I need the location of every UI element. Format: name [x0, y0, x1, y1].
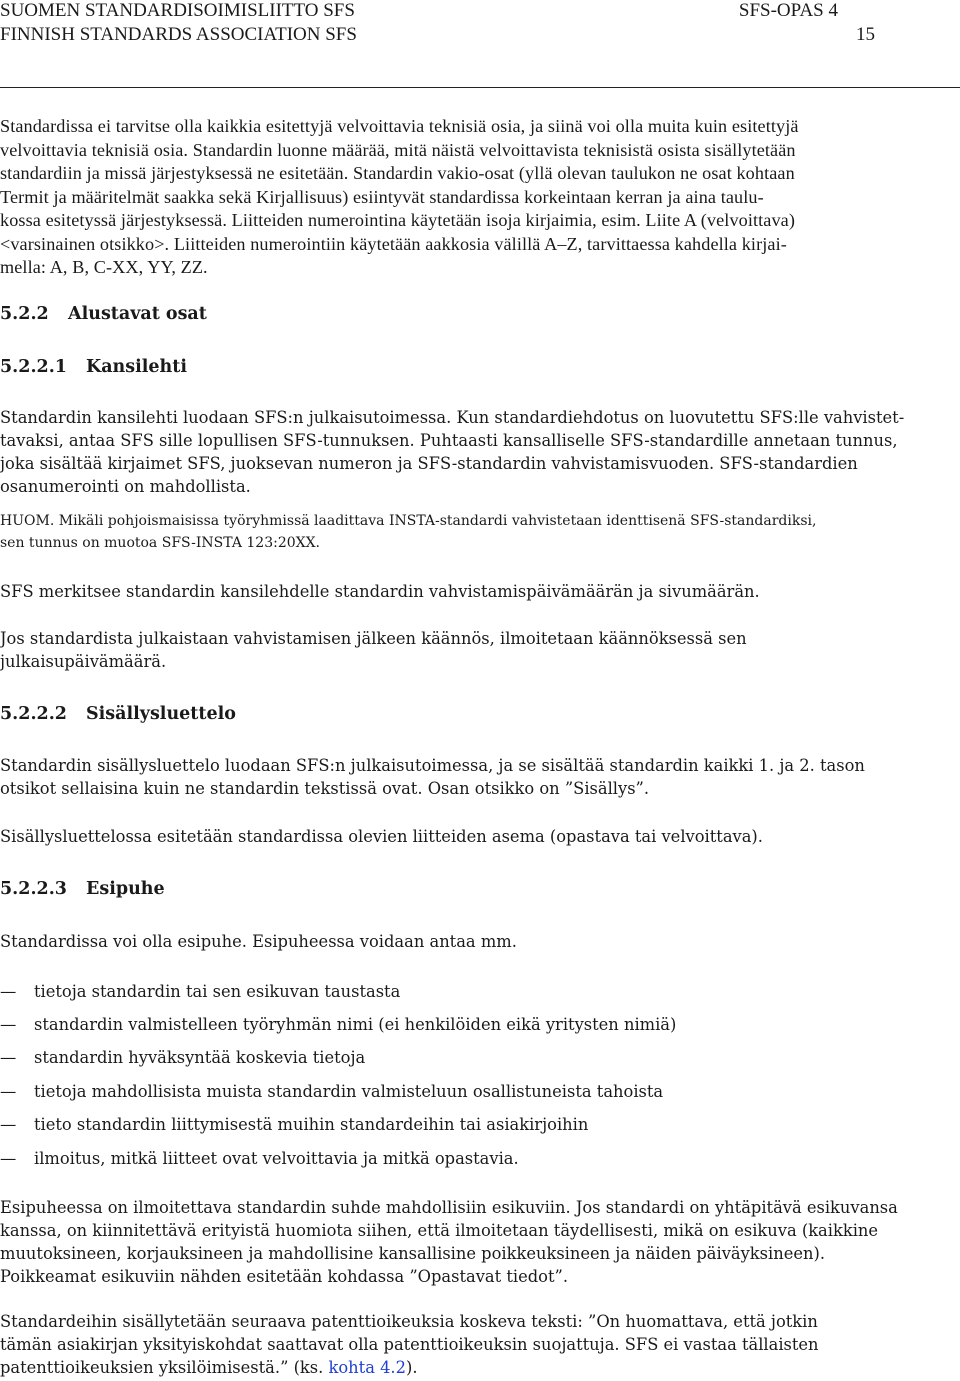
section-reference-link[interactable]: kohta 4.2: [328, 1358, 406, 1377]
section-number: 5.2.2: [0, 304, 49, 324]
list-item-text: tietoja mahdollisista muista standardin valmisteluun osallistuneista tahoista: [34, 1082, 664, 1101]
section-title: Sisällysluettelo: [86, 704, 236, 724]
sisallys-paragraph-1: [0, 754, 956, 800]
paragraph-line: otsikot sellaisina kuin ne standardin tekstissä ovat. Osan otsikko on ”Sisällys”.: [0, 779, 650, 798]
paragraph-line: julkaisupäivämäärä.: [0, 652, 167, 671]
kansilehti-paragraph-2: [0, 580, 956, 603]
paragraph-line: Poikkeamat esikuviin nähden esitetään kohdassa ”Opastavat tiedot”.: [0, 1267, 569, 1286]
esipuhe-paragraph-3: [0, 1310, 956, 1379]
header-rule: [0, 87, 960, 88]
list-item: [0, 1046, 365, 1070]
list-item: [0, 1013, 676, 1037]
paragraph-line: Standardin sisällysluettelo luodaan SFS:n julkaisutoimessa, ja se sisältää standardin kaikki 1. ja 2. tason: [0, 756, 865, 775]
paragraph-line: Sisällysluettelossa esitetään standardissa olevien liitteiden asema (opastava tai velvoittava).: [0, 827, 763, 846]
intro-line: mella: A, B, C-XX, YY, ZZ.: [0, 257, 208, 277]
dash-mark: —: [0, 982, 17, 1001]
intro-line: Termit ja määritelmät saakka sekä Kirjallisuus) esiintyvät standardissa korkeintaan kerran ja aina taulu-: [0, 186, 764, 207]
intro-paragraph: [0, 115, 956, 280]
paragraph-line: SFS merkitsee standardin kansilehdelle standardin vahvistamispäivämäärän ja sivumäärän.: [0, 582, 760, 601]
section-number: 5.2.2.3: [0, 879, 67, 899]
section-title: Alustavat osat: [68, 304, 207, 324]
list-item-text: standardin hyväksyntää koskevia tietoja: [34, 1048, 366, 1067]
section-title: Kansilehti: [86, 357, 188, 377]
intro-line: <varsinainen otsikko>. Liitteiden numerointiin käytetään aakkosia välillä A–Z, tarvittaessa kahdella kirjai-: [0, 233, 787, 254]
note-line: [0, 510, 956, 532]
section-heading-5-2-2-3: [0, 877, 165, 901]
dash-mark: —: [0, 1149, 17, 1168]
paragraph-line: muutoksineen, korjauksineen ja mahdollisine kansallisine poikkeuksineen ja näiden päiväyksineen).: [0, 1244, 825, 1263]
note-line: sen tunnus on muotoa SFS-INSTA 123:20XX.: [0, 535, 321, 551]
note-label: HUOM.: [0, 513, 55, 529]
paragraph-line: Esipuheessa on ilmoitettava standardin suhde mahdollisiin esikuviin. Jos standardi on yhtäpitävä esikuvansa: [0, 1198, 898, 1217]
paragraph-line: Standardeihin sisällytetään seuraava patenttioikeuksia koskeva teksti: ”On huomattava, että jotkin: [0, 1312, 818, 1331]
list-item: [0, 1080, 663, 1104]
paragraph-text: ).: [405, 1358, 418, 1377]
note-text: Mikäli pohjoismaisissa työryhmissä laadittava INSTA-standardi vahvistetaan identtisenä SFS-standardiksi,: [58, 513, 817, 529]
dash-mark: —: [0, 1048, 17, 1067]
section-heading-5-2-2: [0, 302, 207, 326]
intro-line: kossa esitetyssä järjestyksessä. Liitteiden numerointina käytetään isoja kirjaimia, esim. Liite A (velvoittava): [0, 210, 795, 230]
paragraph-line: Standardissa voi olla esipuhe. Esipuheessa voidaan antaa mm.: [0, 932, 517, 951]
dash-mark: —: [0, 1115, 17, 1134]
list-item-text: ilmoitus, mitkä liitteet ovat velvoittavia ja mitkä opastavia.: [34, 1149, 519, 1168]
section-heading-5-2-2-1: [0, 355, 187, 379]
dash-mark: —: [0, 1082, 17, 1101]
intro-line: Standardissa ei tarvitse olla kaikkia esitettyjä velvoittavia teknisiä osia, ja siinä voi olla muita kuin esitettyjä: [0, 116, 799, 136]
header-org-fi: SUOMEN STANDARDISOIMISLIITTO SFS: [0, 0, 355, 21]
list-item: [0, 1147, 519, 1171]
esipuhe-intro: [0, 930, 956, 953]
list-item-text: standardin valmistelleen työryhmän nimi (ei henkilöiden eikä yritysten nimiä): [34, 1015, 677, 1034]
header-page-number: 15: [856, 24, 875, 45]
paragraph-line: [0, 1356, 956, 1379]
paragraph-line: osanumerointi on mahdollista.: [0, 477, 251, 496]
kansilehti-paragraph-1: [0, 406, 956, 498]
header-org-en: FINNISH STANDARDS ASSOCIATION SFS: [0, 24, 357, 45]
section-number: 5.2.2.1: [0, 357, 67, 377]
paragraph-line: tämän asiakirjan yksityiskohdat saattavat olla patenttioikeuksin suojattuja. SFS ei vastaa tällaisten: [0, 1335, 819, 1354]
intro-line: standardiin ja missä järjestyksessä ne esitetään. Standardin vakio-osat (yllä olevan taulukon ne osat kohtaan: [0, 163, 795, 183]
intro-line: velvoittavia teknisiä osia. Standardin luonne määrää, mitä näistä velvoittavista teknisistä osista sisällytetään: [0, 139, 796, 160]
header-doc-id: SFS-OPAS 4: [738, 0, 838, 21]
section-heading-5-2-2-2: [0, 702, 236, 726]
list-item: [0, 980, 400, 1004]
list-item: [0, 1113, 588, 1137]
paragraph-line: Standardin kansilehti luodaan SFS:n julkaisutoimessa. Kun standardiehdotus on luovutettu SFS:lle vahvistet-: [0, 408, 905, 427]
kansilehti-paragraph-3: [0, 627, 956, 673]
paragraph-line: Jos standardista julkaistaan vahvistamisen jälkeen käännös, ilmoitetaan käännöksessä sen: [0, 629, 747, 648]
list-item-text: tieto standardin liittymisestä muihin standardeihin tai asiakirjoihin: [34, 1115, 589, 1134]
section-title: Esipuhe: [86, 879, 165, 899]
sisallys-paragraph-2: [0, 825, 956, 848]
dash-mark: —: [0, 1015, 17, 1034]
paragraph-text: patenttioikeuksien yksilöimisestä.” (ks.: [0, 1358, 329, 1377]
list-item-text: tietoja standardin tai sen esikuvan taustasta: [34, 982, 401, 1001]
paragraph-line: joka sisältää kirjaimet SFS, juoksevan numeron ja SFS-standardin vahvistamisvuoden. SFS-standardien: [0, 454, 858, 473]
note-block: [0, 510, 956, 554]
esipuhe-paragraph-2: [0, 1196, 956, 1288]
paragraph-line: kanssa, on kiinnitettävä erityistä huomiota siihen, että ilmoitetaan täydellisesti, mikä on esikuva (kaikkine: [0, 1221, 879, 1240]
section-number: 5.2.2.2: [0, 704, 67, 724]
paragraph-line: tavaksi, antaa SFS sille lopullisen SFS-tunnuksen. Puhtaasti kansalliselle SFS-standardille annetaan tunnus,: [0, 431, 898, 450]
